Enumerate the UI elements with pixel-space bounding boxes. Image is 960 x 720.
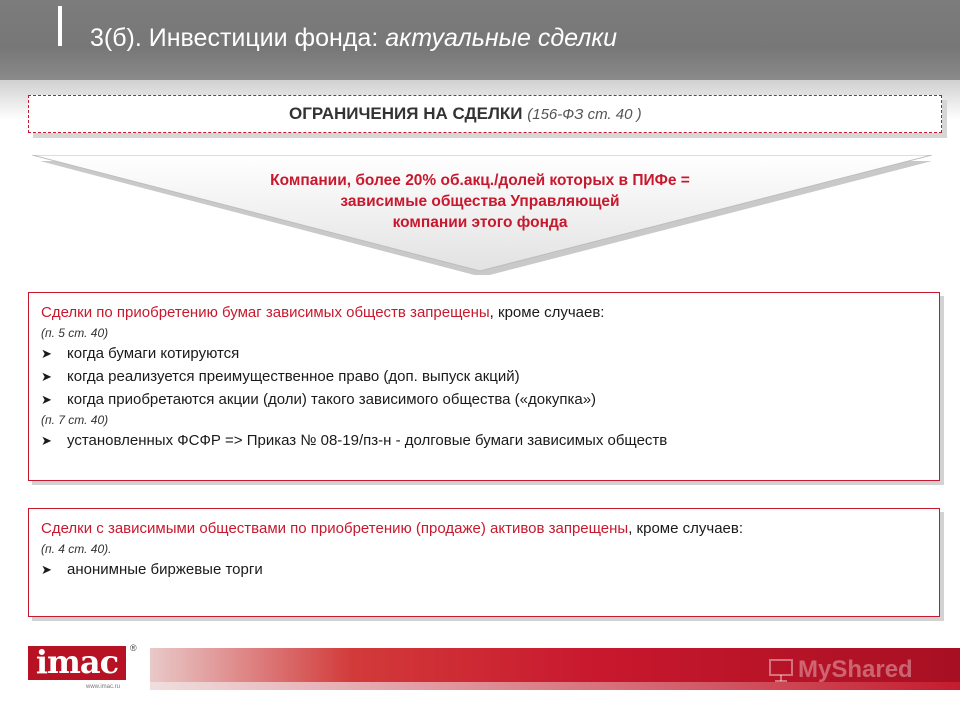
box1-lead bbox=[41, 303, 927, 323]
header-bar bbox=[0, 0, 960, 80]
arrow-bullet-icon: ➤ bbox=[41, 392, 52, 407]
header-divider bbox=[58, 6, 62, 46]
list-item bbox=[41, 390, 927, 410]
box1-lead-red: Сделки по приобретению бумаг зависимых обществ запрещены bbox=[41, 304, 490, 321]
box1-ref-2: (п. 7 ст. 40) bbox=[41, 413, 109, 427]
watermark-text: MyShared bbox=[798, 656, 913, 683]
list-item bbox=[41, 431, 927, 451]
acquisition-restrictions-box bbox=[28, 292, 940, 481]
page-title bbox=[90, 24, 617, 53]
logo-url: www.imac.ru bbox=[86, 684, 121, 690]
page-title-italic: актуальные сделки bbox=[385, 24, 618, 52]
presentation-icon bbox=[768, 657, 794, 683]
list-item-text: анонимные биржевые торги bbox=[67, 561, 263, 578]
logo-registered-mark: ® bbox=[130, 643, 137, 653]
list-item-text: когда бумаги котируются bbox=[67, 345, 240, 362]
list-item-text: когда реализуется преимущественное право (доп. выпуск акций) bbox=[67, 368, 520, 385]
list-item-text: установленных ФСФР => Приказ № 08-19/пз-н - долговые бумаги зависимых обществ bbox=[67, 432, 668, 449]
list-item bbox=[41, 560, 927, 580]
box1-lead-rest: , кроме случаев: bbox=[489, 304, 605, 321]
box2-lead-red: Сделки с зависимыми обществами по приобретению (продаже) активов запрещены bbox=[41, 520, 629, 537]
list-item bbox=[41, 344, 927, 364]
page-title-plain: 3(б). Инвестиции фонда: bbox=[90, 24, 386, 52]
restrictions-subtitle: (156-ФЗ ст. 40 ) bbox=[527, 106, 642, 123]
restrictions-banner bbox=[28, 95, 942, 133]
myshared-watermark bbox=[768, 656, 913, 684]
box2-lead-rest: , кроме случаев: bbox=[628, 520, 744, 537]
box2-ref: (п. 4 ст. 40). bbox=[41, 542, 112, 556]
box1-ref-1: (п. 5 ст. 40) bbox=[41, 326, 109, 340]
imac-logo[interactable]: imac bbox=[28, 646, 126, 680]
arrow-bullet-icon: ➤ bbox=[41, 346, 52, 361]
box2-lead bbox=[41, 519, 927, 539]
arrow-bullet-icon: ➤ bbox=[41, 369, 52, 384]
restrictions-title bbox=[289, 104, 642, 124]
chevron-text bbox=[200, 170, 760, 233]
chevron-line-2: зависимые общества Управляющей bbox=[340, 193, 620, 210]
chevron-line-3: компании этого фонда bbox=[392, 214, 568, 231]
chevron-line-1: Компании, более 20% об.акц./долей которых в ПИФе = bbox=[270, 172, 690, 189]
list-item-text: когда приобретаются акции (доли) такого зависимого общества («докупка») bbox=[67, 391, 597, 408]
arrow-bullet-icon: ➤ bbox=[41, 562, 52, 577]
restrictions-title-text: ОГРАНИЧЕНИЯ НА СДЕЛКИ bbox=[289, 104, 523, 123]
list-item bbox=[41, 367, 927, 387]
arrow-bullet-icon: ➤ bbox=[41, 433, 52, 448]
asset-deals-box bbox=[28, 508, 940, 617]
